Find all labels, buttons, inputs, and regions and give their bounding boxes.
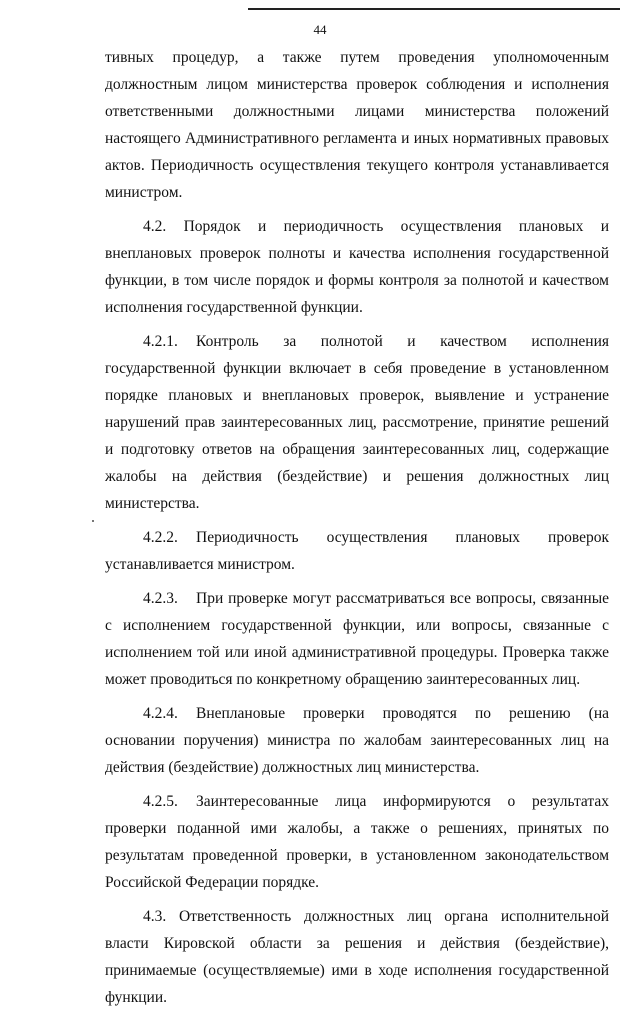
paragraph-4-3 (105, 903, 609, 1011)
paragraph-4-2-4 (105, 700, 609, 781)
paragraph-4-2-1 (105, 328, 609, 517)
paragraph-text: 4.2. Порядок и периодичность осуществления плановых и внеплановых проверок полноты и качества исполнения государственной функции, в том числе порядок и формы контроля за полнотой и качеством исполнения государственной функции. (105, 218, 609, 316)
paragraph-text: Контроль за полнотой и качеством исполнения государственной функции включает в себя проведение в установленном порядке плановых и внеплановых проверок, выявление и устранение нарушений прав заинтересованных лиц, рассмотрение, принятие решений и подготовку ответов на обращения заинтересованных лиц, содержащие жалобы на действия (бездействие) и решения должностных лиц министерства. (105, 333, 609, 512)
top-rule (248, 8, 620, 10)
paragraph-text: Внеплановые проверки проводятся по решению (на основании поручения) министра по жалобам заинтересованных лиц на действия (бездействие) должностных лиц министерства. (105, 705, 609, 776)
paragraph-4-2-3 (105, 585, 609, 693)
paragraph-number: 4.2.1. (143, 333, 178, 350)
paragraph-text: 4.3. Ответственность должностных лиц органа исполнительной власти Кировской области за решения и действия (бездействие), принимаемые (осуществляемые) ими в ходе исполнения государственной функции. (105, 908, 609, 1006)
paragraph-4-2 (105, 213, 609, 321)
margin-mark (92, 520, 94, 522)
document-body (105, 44, 609, 1018)
paragraph-text: Периодичность осуществления плановых проверок устанавливается министром. (105, 529, 609, 573)
page-number: 44 (313, 22, 327, 37)
paragraph-number: 4.2.3. (143, 590, 178, 607)
paragraph-4-2-5 (105, 788, 609, 896)
paragraph-text: Заинтересованные лица информируются о результатах проверки поданной ими жалобы, а также о решениях, принятых по результатам проведенной проверки, в установленном законодательством Российской Федерации порядке. (105, 793, 609, 891)
paragraph-number: 4.2.5. (143, 793, 178, 810)
paragraph-number: 4.2.2. (143, 529, 178, 546)
paragraph-continuation (105, 44, 609, 206)
paragraph-number: 4.2.4. (143, 705, 178, 722)
paragraph-4-2-2 (105, 524, 609, 578)
paragraph-text: тивных процедур, а также путем проведения уполномоченным должностным лицом министерства проверок соблюдения и исполнения ответственными должностными лицами министерства положений настоящего Административного регламента и иных нормативных правовых актов. Периодичность осуществления текущего контроля устанавливается министром. (105, 49, 609, 201)
paragraph-text: При проверке могут рассматриваться все вопросы, связанные с исполнением государственной функции, или вопросы, связанные с исполнением той или иной административной процедуры. Проверка также может проводиться по конкретному обращению заинтересованных лиц. (105, 590, 609, 688)
